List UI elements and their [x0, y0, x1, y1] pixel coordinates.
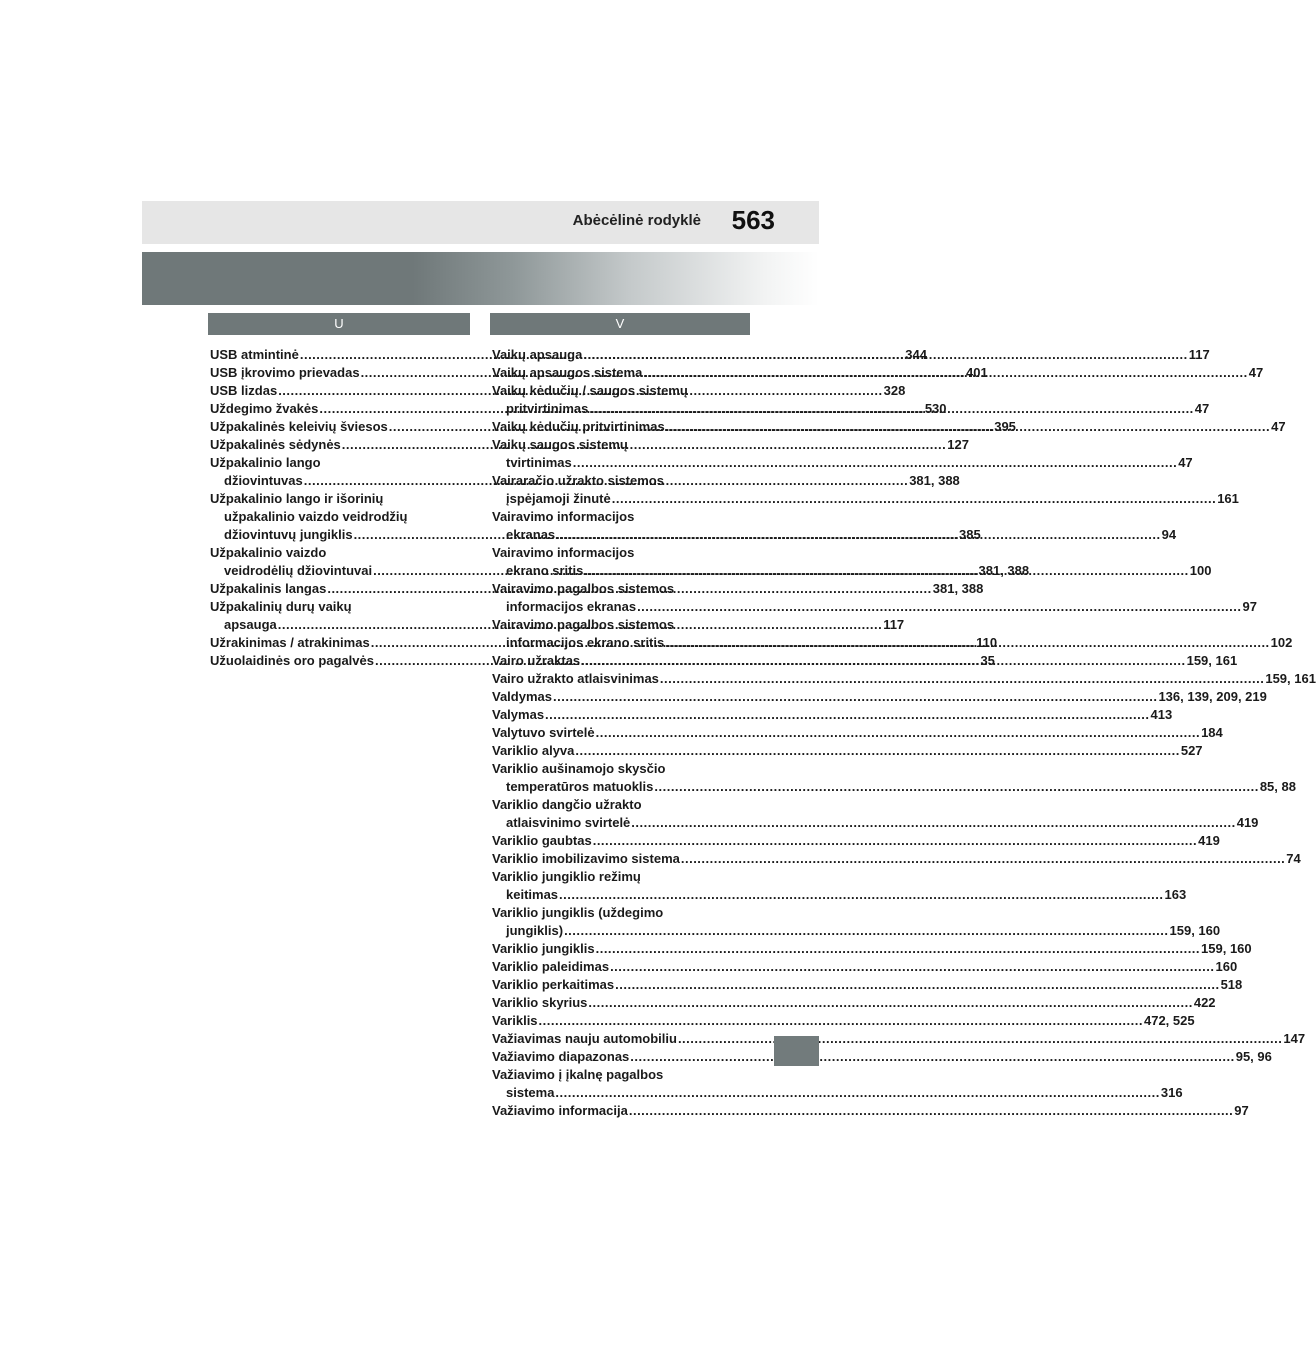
index-entry-pages: 97 [1234, 1103, 1249, 1118]
index-entry-text: Variklio jungiklis (uždegimo [492, 905, 664, 920]
index-entry [492, 958, 1238, 976]
leader-dots [589, 401, 1193, 416]
index-entry-text: ekranas [506, 527, 556, 542]
index-entry-pages: 381, 388 [932, 581, 984, 596]
index-entry-text: Variklio paleidimas [492, 959, 610, 974]
index-entry-line [492, 706, 1173, 724]
index-entry [492, 706, 1173, 724]
index-entry-line [492, 1102, 1249, 1120]
index-entry-pages: 159, 161 [1265, 671, 1316, 686]
index-entry-text: Vairavimo pagalbos sistemos [492, 581, 675, 596]
index-entry-text: Užpakalinio lango ir išorinių [210, 491, 384, 506]
index-entry-pages: 419 [1198, 833, 1220, 848]
index-entry-text: Variklio dangčio užrakto [492, 797, 642, 812]
index-entry-text: apsauga [224, 617, 277, 632]
index-entry-text: Važiavimo diapazonas [492, 1049, 630, 1064]
index-entry-text: Vaikų apsaugos sistema [492, 365, 643, 380]
index-entry-text: veidrodėlių džiovintuvai [224, 563, 373, 578]
leader-dots [666, 419, 1270, 434]
index-entry-text: Variklio skyrius [492, 995, 588, 1010]
index-entry-pages: 94 [1161, 527, 1177, 542]
index-entry-text: Variklis [492, 1013, 538, 1028]
index-entry-pages: 344 [905, 347, 927, 362]
index-entry-text: USB įkrovimo prievadas [210, 365, 360, 380]
index-entry [492, 940, 1252, 958]
index-entry [492, 1030, 1306, 1048]
index-entry-pages: 163 [1164, 887, 1187, 902]
index-entry-text: Valytuvo svirtelė [492, 725, 595, 740]
index-entry [492, 688, 1267, 706]
index-entry [492, 832, 1220, 850]
index-entry-text: Užuolaidinės oro pagalvės [210, 653, 374, 668]
index-entry-line [492, 922, 1221, 940]
leader-dots [556, 527, 1160, 542]
index-entry-pages: 136, 139, 209, 219 [1158, 689, 1267, 704]
index-entry [492, 796, 1259, 832]
index-entry-pages: 401 [966, 365, 988, 380]
index-entry-text: Vaikų kėdučių / saugos sistemų [492, 383, 688, 398]
index-entry-text: Važiavimo informacija [492, 1103, 628, 1118]
index-entry-line [492, 1030, 1306, 1048]
leader-dots [654, 779, 1258, 794]
index-entry-text: Uždegimo žvakės [210, 401, 319, 416]
index-entry-pages: 159, 160 [1201, 941, 1252, 956]
page-header [142, 201, 819, 244]
leader-dots [631, 815, 1235, 830]
index-entry-line [492, 454, 1193, 472]
index-entry-pages: 422 [1193, 995, 1216, 1010]
index-entry-line [492, 688, 1267, 706]
leader-dots [575, 743, 1179, 758]
leader-dots [643, 365, 1247, 380]
index-entry-pages: 184 [1201, 725, 1223, 740]
decorative-gradient-band [142, 252, 819, 305]
index-entry-pages: 47 [1271, 419, 1286, 434]
index-entry-text: tvirtinimas [506, 455, 572, 470]
leader-dots [629, 1103, 1233, 1118]
index-entry-text: Variklio gaubtas [492, 833, 592, 848]
index-entry-text: Vairaračio užrakto sistemos [492, 473, 664, 488]
index-entry-pages: 117 [883, 617, 905, 632]
index-entry-pages: 159, 161 [1186, 653, 1238, 668]
leader-dots [637, 599, 1241, 614]
index-entry [492, 724, 1223, 742]
index-entry-text: Važiavimo į įkalnę pagalbos [492, 1067, 664, 1082]
index-entry-line [492, 850, 1301, 868]
index-entry-line [492, 940, 1252, 958]
index-entry-line [492, 724, 1223, 742]
leader-dots [564, 923, 1168, 938]
leader-dots [588, 995, 1192, 1010]
index-entry-text: Užpakalinis langas [210, 581, 327, 596]
index-entry-text: Valdymas [492, 689, 552, 704]
index-entry [492, 976, 1243, 994]
section-header-v: V [490, 313, 750, 335]
index-entry-line [492, 778, 1296, 796]
leader-dots [583, 347, 1187, 362]
leader-dots [555, 1085, 1159, 1100]
leader-dots [615, 977, 1219, 992]
index-entry-text: Variklio jungiklis [492, 941, 595, 956]
index-entry-text: džiovintuvas [224, 473, 303, 488]
index-entry-text: Vairavimo pagalbos sistemos [492, 617, 675, 632]
index-entry-text: Variklio perkaitimas [492, 977, 615, 992]
index-entry-pages: 117 [1188, 347, 1210, 362]
index-entry [492, 742, 1203, 760]
index-entry-pages: 419 [1236, 815, 1259, 830]
index-entry-text: Variklio alyva [492, 743, 575, 758]
index-entry-pages: 328 [883, 383, 906, 398]
leader-dots [593, 833, 1197, 848]
leader-dots [610, 959, 1214, 974]
index-entry-line [492, 1048, 1272, 1066]
index-entry-text: pritvirtinimas [506, 401, 589, 416]
leader-dots [553, 689, 1157, 704]
index-entry-pages: 47 [1178, 455, 1193, 470]
index-entry-text: Variklio aušinamojo skysčio [492, 761, 666, 776]
index-entry-text: Vaikų kėdučių pritvirtinimas [492, 419, 665, 434]
leader-dots [681, 851, 1285, 866]
index-entry-text: Užpakalinės keleivių šviesos [210, 419, 388, 434]
index-entry-text: Užpakalinio lango [210, 455, 321, 470]
index-entry-pages: 381, 388 [909, 473, 960, 488]
leader-dots [678, 1031, 1282, 1046]
index-entry-text: jungiklis) [506, 923, 564, 938]
index-entry-text: USB atmintinė [210, 347, 299, 362]
index-entry-pages: 47 [1194, 401, 1210, 416]
index-entry-text: USB lizdas [210, 383, 278, 398]
leader-dots [559, 887, 1163, 902]
index-entry-text: užpakalinio vaizdo veidrodžių [224, 509, 408, 524]
index-entry-pages: 85, 88 [1259, 779, 1296, 794]
index-entry-text: Vairavimo informacijos [492, 509, 635, 524]
index-entry-pages: 385 [959, 527, 981, 542]
index-entry-pages: 316 [1160, 1085, 1183, 1100]
index-entry-line [492, 598, 1257, 616]
index-entry-text: įspėjamoji žinutė [506, 491, 611, 506]
index-entry [492, 850, 1301, 868]
index-entry-pages: 381, 388 [978, 563, 1030, 578]
index-entry-text: Vaikų apsauga [492, 347, 583, 362]
index-entry-text: informacijos ekrano sritis [506, 635, 665, 650]
index-entry-text: sistema [506, 1085, 555, 1100]
leader-dots [596, 725, 1200, 740]
index-entry-pages: 395 [994, 419, 1016, 434]
index-entry [492, 1102, 1249, 1120]
index-entry-line [492, 742, 1203, 760]
index-entry [492, 1066, 1183, 1102]
index-entry [492, 904, 1221, 940]
index-entry-text: Vaikų saugos sistemų [492, 437, 628, 452]
index-entry-pages: 472, 525 [1143, 1013, 1195, 1028]
index-entry-line [492, 832, 1220, 850]
index-entry-line [492, 994, 1216, 1012]
index-entry [492, 760, 1296, 796]
index-entry [492, 1012, 1195, 1030]
index-entry-line [492, 670, 1316, 688]
header-title: Abėcėlinė rodyklė [572, 212, 701, 229]
leader-dots [545, 707, 1149, 722]
index-entry-text: Valymas [492, 707, 545, 722]
index-entry [492, 1048, 1272, 1066]
index-entry-text: Užpakalinių durų vaikų [210, 599, 352, 614]
leader-dots [581, 653, 1185, 668]
index-entry-text: Variklio imobilizavimo sistema [492, 851, 680, 866]
index-entry-pages: 159, 160 [1169, 923, 1221, 938]
index-entry-text: Vairo užraktas [492, 653, 581, 668]
index-entry-pages: 35 [980, 653, 995, 668]
index-entry-pages: 413 [1150, 707, 1173, 722]
index-entry-pages: 100 [1189, 563, 1212, 578]
index-entry-pages: 95, 96 [1235, 1049, 1272, 1064]
index-entry-pages: 527 [1180, 743, 1203, 758]
index-entry-pages: 102 [1270, 635, 1293, 650]
index-entry-line [492, 490, 1239, 508]
leader-dots [660, 671, 1264, 686]
index-entry-pages: 518 [1220, 977, 1243, 992]
index-entry-pages: 530 [924, 401, 947, 416]
index-entry-line [492, 1012, 1195, 1030]
index-entry-pages: 110 [976, 635, 998, 650]
index-entry-text: ekrano sritis [506, 563, 584, 578]
chapter-side-tab [774, 1036, 819, 1066]
index-entry-text: informacijos ekranas [506, 599, 637, 614]
index-entry-pages: 147 [1283, 1031, 1306, 1046]
index-entry-line [492, 958, 1238, 976]
index-entry-pages: 161 [1217, 491, 1239, 506]
index-entry-text: keitimas [506, 887, 559, 902]
index-entry-text: Važiavimas nauju automobiliu [492, 1031, 677, 1046]
index-entry-text: Užpakalinės sėdynės [210, 437, 341, 452]
index-entry [492, 670, 1316, 688]
index-entry-pages: 160 [1215, 959, 1238, 974]
index-entry-text: Vairo užrakto atlaisvinimas [492, 671, 659, 686]
index-entry-text: džiovintuvų jungiklis [224, 527, 353, 542]
index-entry-pages: 127 [947, 437, 969, 452]
page-number: 563 [731, 205, 775, 235]
index-entry-text: Užrakinimas / atrakinimas [210, 635, 370, 650]
index-entry [492, 994, 1216, 1012]
leader-dots [584, 563, 1188, 578]
index-entry-pages: 97 [1242, 599, 1257, 614]
index-entry-text: Vairavimo informacijos [492, 545, 635, 560]
index-entry-pages: 74 [1286, 851, 1301, 866]
leader-dots [596, 941, 1200, 956]
index-entry-line [492, 814, 1259, 832]
index-entry-line [492, 976, 1243, 994]
index-entry-text: Variklio jungiklio režimų [492, 869, 641, 884]
index-entry [492, 868, 1187, 904]
leader-dots [573, 455, 1177, 470]
index-entry-text: atlaisvinimo svirtelė [506, 815, 631, 830]
leader-dots [539, 1013, 1143, 1028]
index-entry-line [492, 886, 1187, 904]
index-entry-text: Užpakalinio vaizdo [210, 545, 327, 560]
leader-dots [630, 1049, 1234, 1064]
section-header-u: U [208, 313, 470, 335]
leader-dots [665, 635, 1269, 650]
leader-dots [612, 491, 1216, 506]
index-entry-text: temperatūros matuoklis [506, 779, 654, 794]
index-entry-pages: 47 [1248, 365, 1264, 380]
index-entry-line [492, 1084, 1183, 1102]
